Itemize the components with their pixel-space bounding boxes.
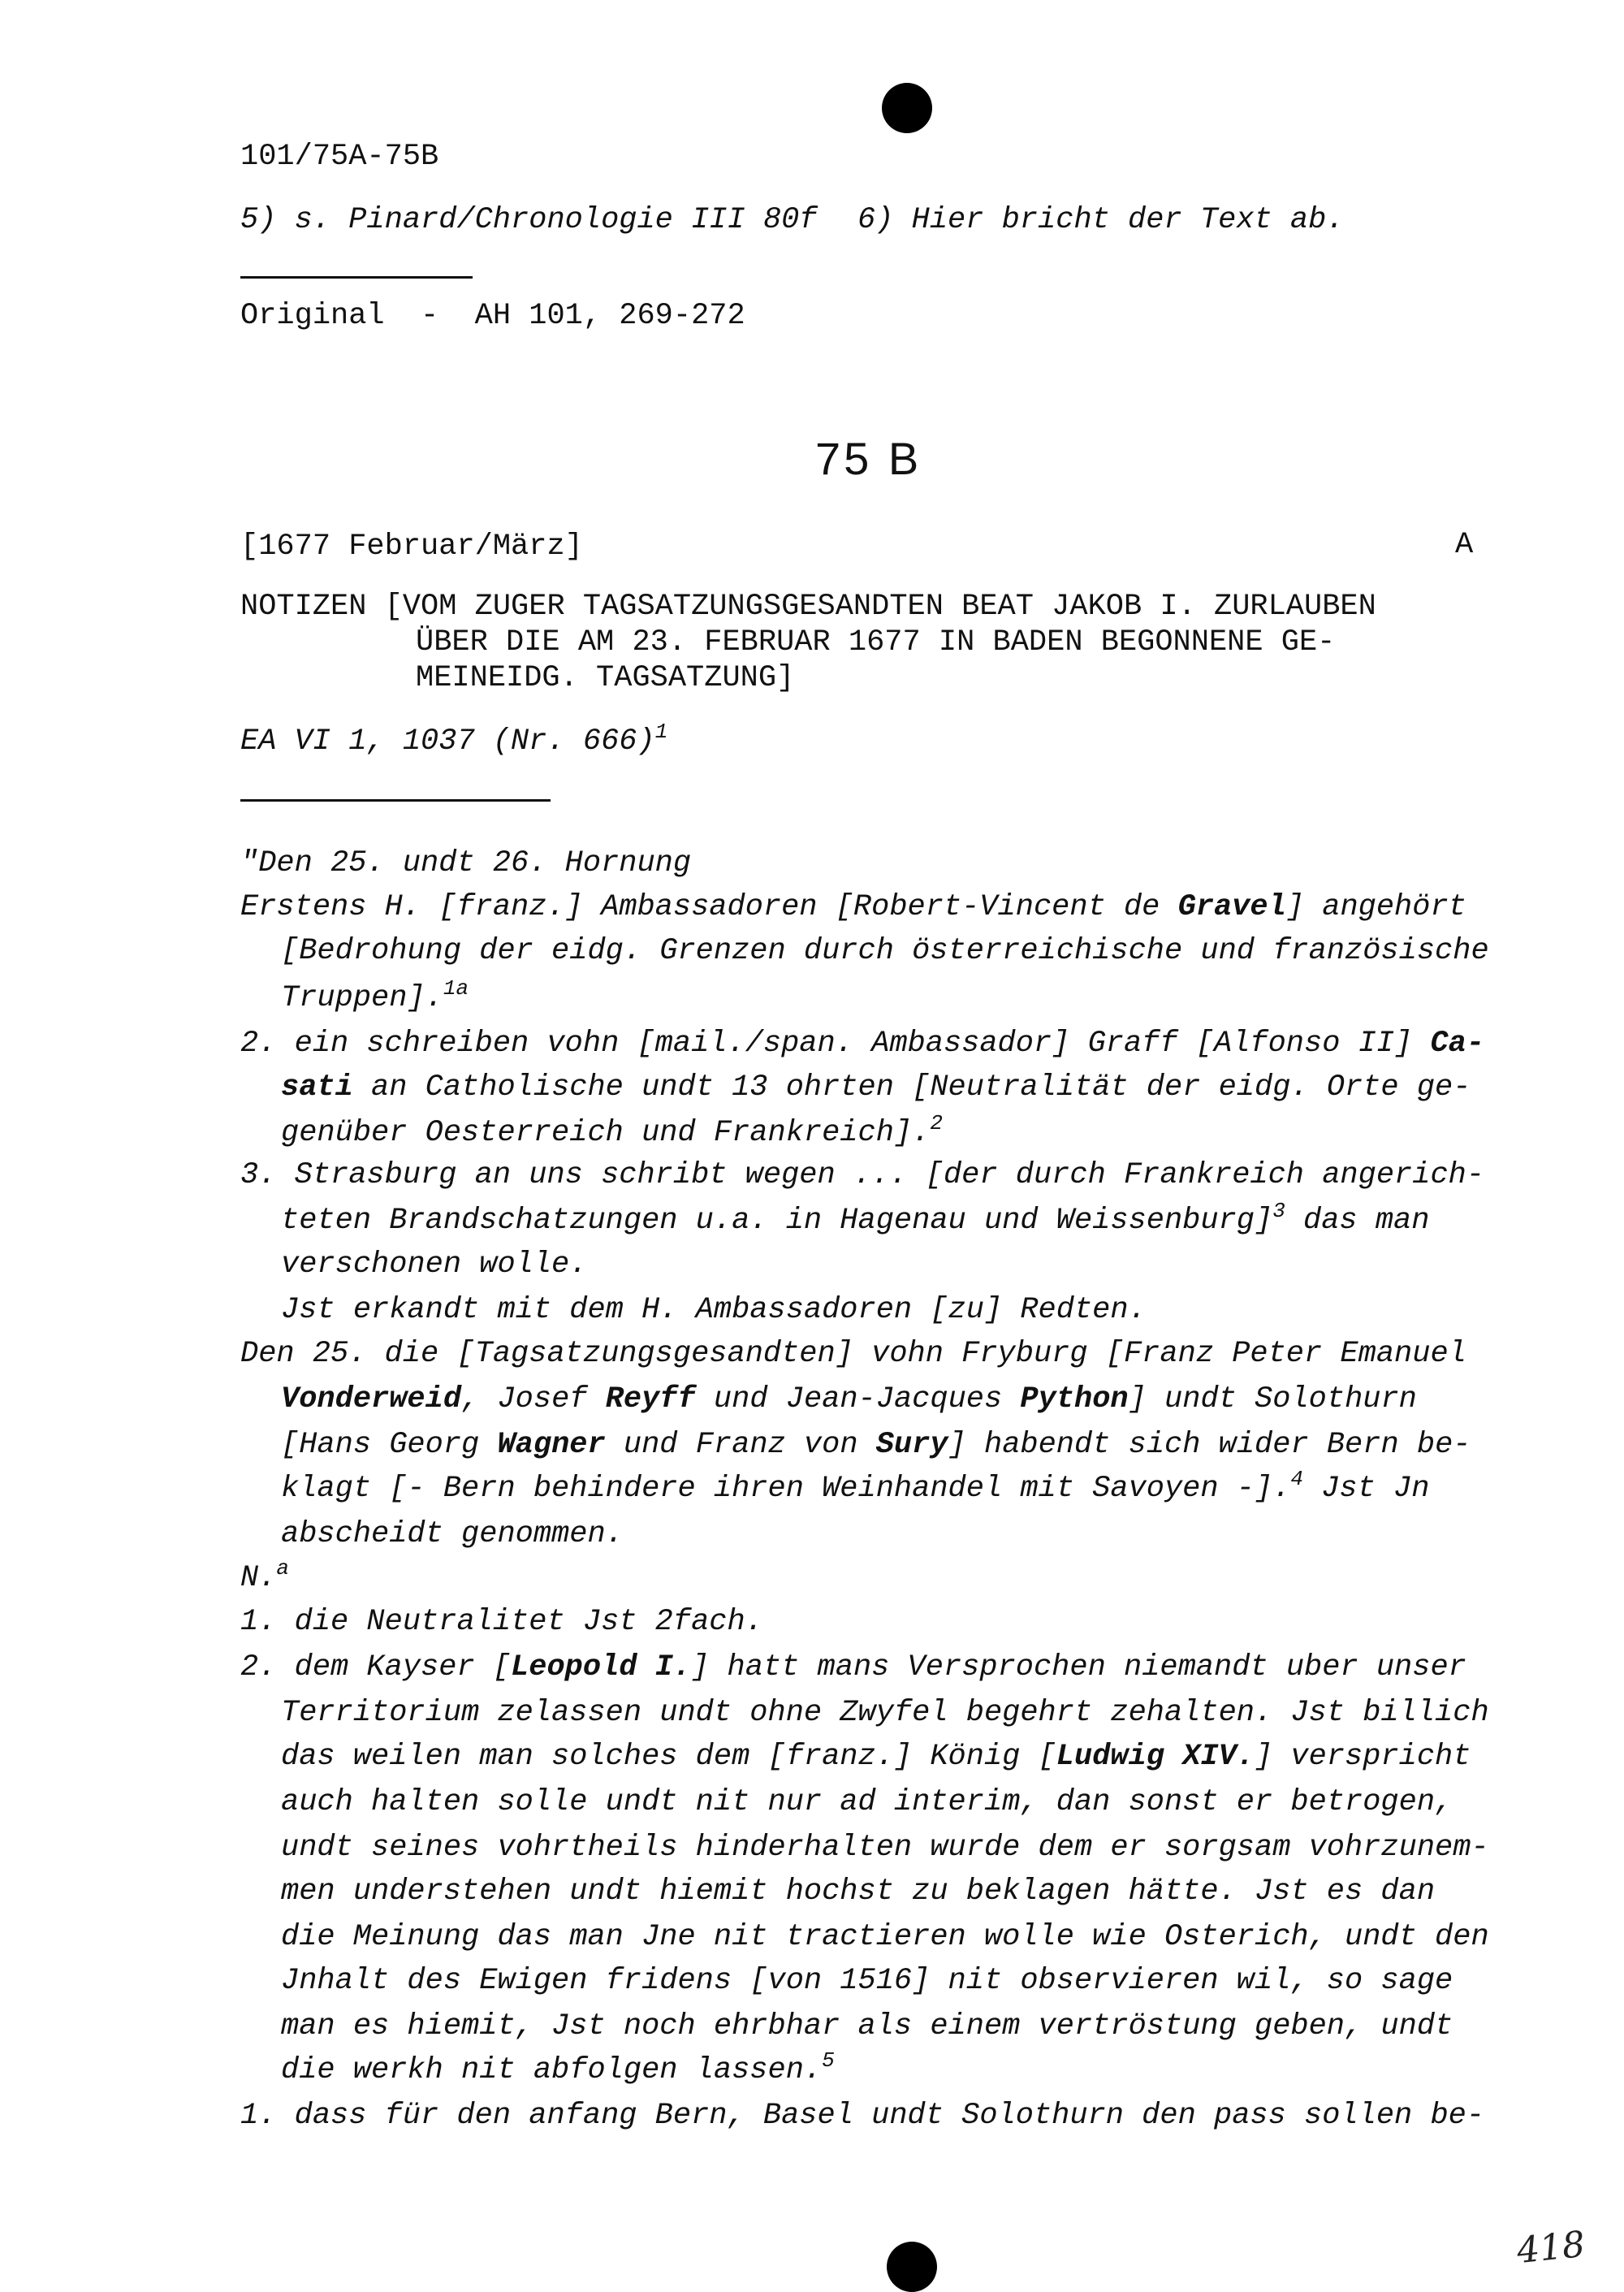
text-line: auch halten solle undt nit nur ad interim, dan sonst er betrogen, <box>281 1785 1453 1819</box>
text-line: Jst erkandt mit dem H. Ambassadoren [zu] Redten. <box>281 1293 1147 1327</box>
text-line: 1. dass für den anfang Bern, Basel undt Solothurn den pass sollen be- <box>240 2099 1485 2133</box>
text-line: man es hiemit, Jst noch ehrbhar als einem vertröstung geben, undt <box>281 2009 1453 2043</box>
text-line: undt seines vohrtheils hinderhalten wurde dem er sorgsam vohrzunem- <box>281 1831 1489 1865</box>
document-date: [1677 Februar/März] <box>240 530 583 564</box>
footnote-divider <box>240 276 473 279</box>
text-line: Den 25. die [Tagsatzungsgesandten] vohn Fryburg [Franz Peter Emanuel <box>240 1337 1466 1371</box>
text-line: Territorium zelassen undt ohne Zwyfel begehrt zehalten. Jst billich <box>281 1696 1489 1730</box>
footnote-5: 5) s. Pinard/Chronologie III 80f <box>240 203 818 237</box>
text-line: 2. ein schreiben vohn [mail./span. Ambassador] Graff [Alfonso II] Ca- <box>240 1027 1485 1061</box>
title-line-1: NOTIZEN [VOM ZUGER TAGSATZUNGSGESANDTEN BEAT JAKOB I. ZURLAUBEN <box>240 590 1376 624</box>
reference-code: 101/75A-75B <box>240 140 439 174</box>
text-line: verschonen wolle. <box>281 1248 588 1282</box>
punch-hole-top <box>882 83 932 133</box>
text-line: Jnhalt des Ewigen fridens [von 1516] nit observieren wil, so sage <box>281 1964 1453 1998</box>
text-line: sati an Catholische undt 13 ohrten [Neutralität der eidg. Orte ge- <box>281 1070 1471 1105</box>
text-line: teten Brandschatzungen u.a. in Hagenau und Weissenburg]$^3$ das man <box>281 1199 1430 1238</box>
source-divider <box>240 799 551 802</box>
title-line-2: ÜBER DIE AM 23. FEBRUAR 1677 IN BADEN BEGONNENE GE- <box>416 625 1336 659</box>
text-line: die werkh nit abfolgen lassen.$^5$ <box>281 2048 835 2087</box>
punch-hole-bottom <box>887 2242 937 2292</box>
text-line: die Meinung das man Jne nit tractieren wolle wie Osterich, undt den <box>281 1920 1489 1954</box>
text-line: [Bedrohung der eidg. Grenzen durch österreichische und französische <box>281 934 1489 968</box>
text-line: men understehen undt hiemit hochst zu beklagen hätte. Jst es dan <box>281 1875 1436 1909</box>
document-number: 75 B <box>815 433 922 484</box>
edition-source: EA VI 1, 1037 (Nr. 666)$^1$ <box>240 720 668 759</box>
handwritten-page-number: 418 <box>1514 2223 1587 2273</box>
text-line: klagt [- Bern behindere ihren Weinhandel mit Savoyen -].$^4$ Jst Jn <box>281 1467 1430 1506</box>
text-line: Erstens H. [franz.] Ambassadoren [Robert-Vincent de Gravel] angehört <box>240 890 1466 924</box>
text-line: "Den 25. undt 26. Hornung <box>240 846 692 880</box>
text-line: abscheidt genommen. <box>281 1517 624 1551</box>
footnote-6: 6) Hier bricht der Text ab. <box>857 203 1345 237</box>
text-line: N.$^a$ <box>240 1556 290 1595</box>
text-line: genüber Oesterreich und Frankreich].$^2$ <box>281 1111 943 1150</box>
text-line: 1. die Neutralitet Jst 2fach. <box>240 1605 763 1639</box>
text-line: [Hans Georg Wagner und Franz von Sury] habendt sich wider Bern be- <box>281 1428 1471 1462</box>
title-line-3: MEINEIDG. TAGSATZUNG] <box>416 661 795 695</box>
text-line: 3. Strasburg an uns schribt wegen ... [der durch Frankreich angerich- <box>240 1158 1485 1192</box>
text-line: das weilen man solches dem [franz.] König [Ludwig XIV.] verspricht <box>281 1740 1471 1774</box>
document-marker: A <box>1455 528 1474 562</box>
text-line: Vonderweid, Josef Reyff und Jean-Jacques Python] undt Solothurn <box>281 1382 1417 1416</box>
text-line: 2. dem Kayser [Leopold I.] hatt mans Versprochen niemandt uber unser <box>240 1650 1466 1684</box>
text-line: Truppen].$^{1a}$ <box>281 976 469 1015</box>
original-source: Original - AH 101, 269-272 <box>240 299 745 333</box>
